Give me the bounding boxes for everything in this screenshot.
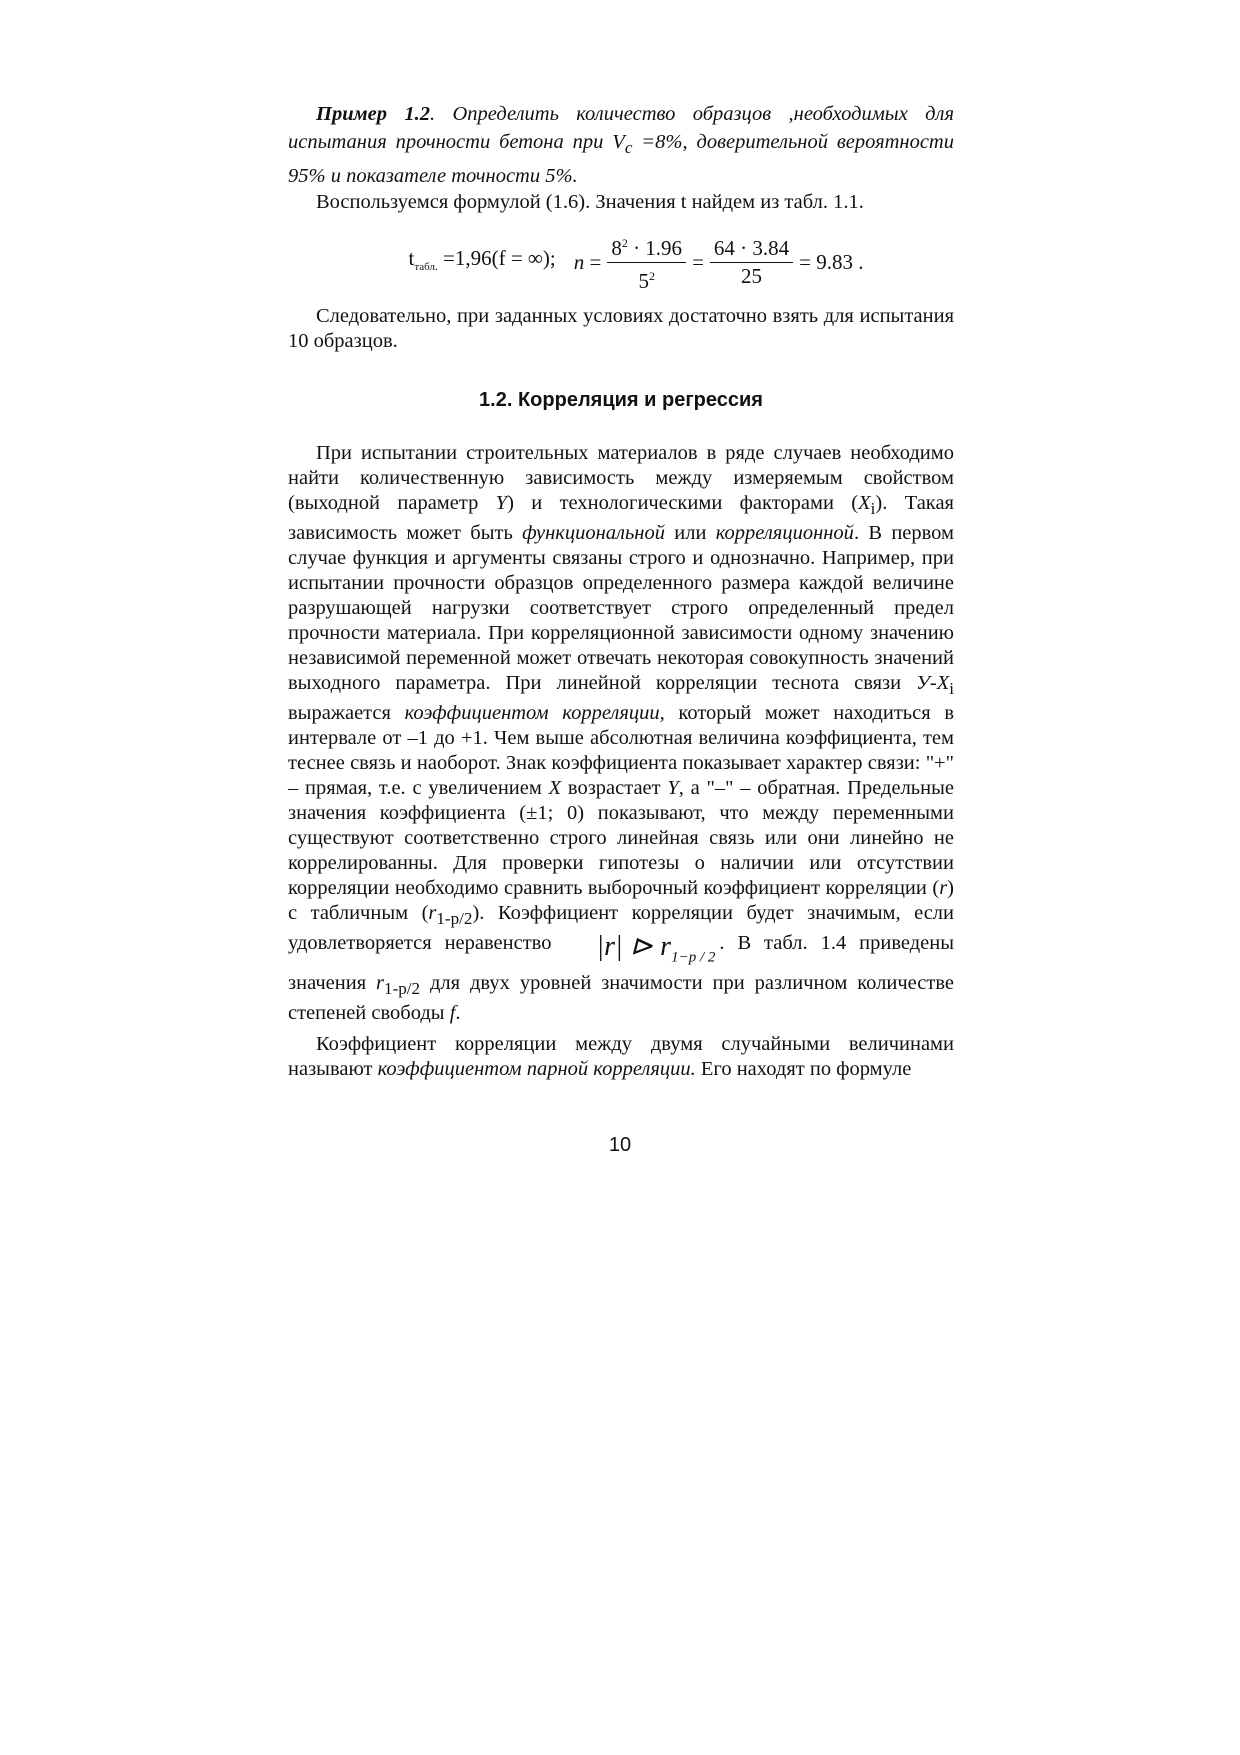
example-paragraph: Пример 1.2. Определить количество образцов ,необходимых для испытания прочности бетона при $V_c =8\%$, доверительной вероятности 95% и показателе точности 5%. [288, 103, 954, 188]
fraction-1: $\frac{8^2 \cdot 1.96}{5^2}$ [607, 231, 686, 294]
t-table-value: $t_{табл.} =1,96(f$ = ∞); [408, 245, 556, 273]
formula-n: $t_{табл.} =1,96(f$ = ∞); n = $\frac{8^2 \cdot 1.96}{5^2}$ = $\frac{64 \cdot 3.84}{25}$ = 9.83 . [318, 231, 954, 294]
correlation-paragraph: При испытании строительных материалов в ряде случаев необходимо найти количественную зависимость между измеряемым свойством (выходной параметр Y) и технологическими факторами $(X_i)$. Такая зависимость может быть функциональной или корреляционной. В первом случае функция и аргументы связаны строго и однозначно. Например, при испытании прочности образцов определенного размера каждой величине разрушающей нагрузки соответствует строго определенный предел прочности материала. При корреляционной зависимости одному значению независимой переменной может отвечать некоторая совокупность значений выходного параметра. При линейной корреляции теснота связи $У-X_i$ выражается коэффициентом корреляции, который может находиться в интервале от –1 до +1. Чем выше абсолютная величина коэффициента, тем теснее связь и наоборот. Знак коэффициента показывает характер связи: "+" – прямая, т.е. с увеличением X возрастает Y, а "–" – обратная. Предельные значения коэффициента (±1; 0) показывают, что между переменными существуют соответственно строго линейная связь или они линейно не коррелированны. Для проверки гипотезы о наличии или отсутствии корреляции необходимо сравнить выборочный коэффициент корреляции (r) с табличным $(r_{1-p/2})$. Коэффициент корреляции будет значимым, если удовлетворяется неравенство |r| ⊳ $r_{1-p / 2}$. В табл. 1.4 приведены значения $r_{1-p/2}$ для двух уровней значимости при различном количестве степеней свободы f. [288, 442, 955, 1025]
conclusion-paragraph: Следовательно, при заданных условиях достаточно взять для испытания 10 образцов. [288, 305, 954, 353]
pair-correlation-paragraph: Коэффициент корреляции между двумя случайными величинами называют коэффициентом парной корреляции. Его находят по формуле [288, 1033, 954, 1081]
page-content [288, 100, 954, 1082]
page-number: 10 [608, 1134, 632, 1156]
inequality-formula: |r| ⊳ $r_{1-p / 2}$ [596, 931, 716, 966]
formula-result: = 9.83 . [799, 250, 864, 275]
fraction-2: $\frac{64 \cdot 3.84}{25}$ [710, 236, 793, 289]
intro-paragraph: Воспользуемся формулой (1.6). Значения t найдем из табл. 1.1. [316, 191, 864, 214]
example-label: Пример 1.2 [316, 103, 430, 125]
section-title: 1.2. Корреляция и регрессия [479, 389, 763, 412]
